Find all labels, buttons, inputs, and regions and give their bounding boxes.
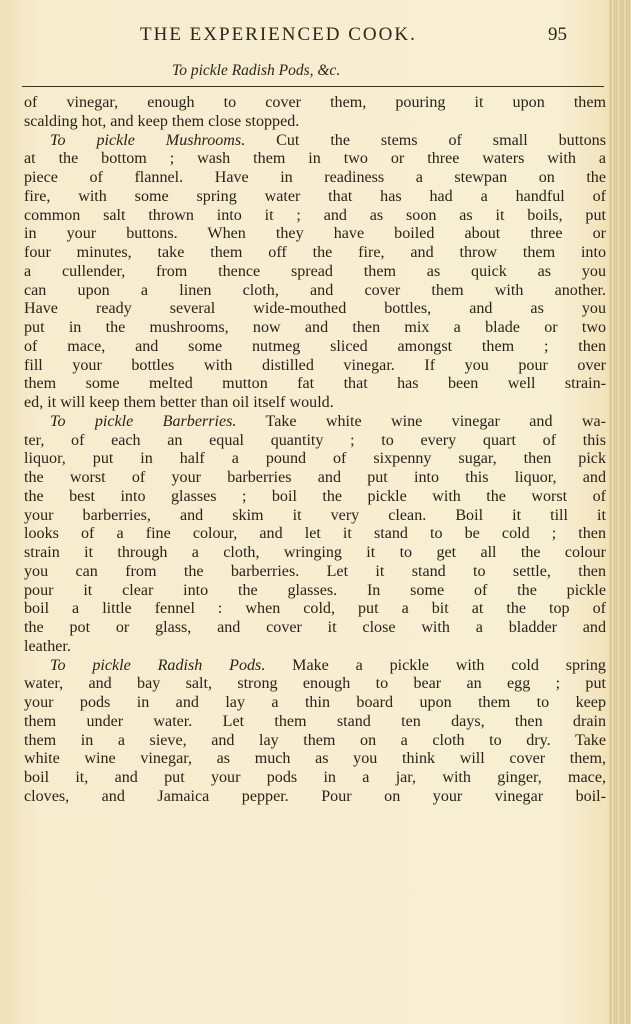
text-line bbox=[24, 582, 606, 601]
line-text: them some melted mutton fat that has been well strain- bbox=[24, 375, 606, 393]
text-line bbox=[24, 188, 606, 207]
text-line bbox=[24, 169, 606, 188]
section-heading: To pickle Radish Pods, &c. bbox=[172, 62, 341, 79]
header-rule bbox=[22, 86, 604, 87]
running-title: THE EXPERIENCED COOK. bbox=[140, 24, 417, 45]
text-line bbox=[24, 375, 606, 394]
text-line bbox=[24, 732, 606, 751]
line-text: you can from the barberries. Let it stand to settle, then bbox=[24, 562, 606, 580]
text-line bbox=[24, 488, 606, 507]
line-text: the pot or glass, and cover it close with a bladder and bbox=[24, 619, 606, 636]
line-text: Have ready several wide-mouthed bottles, and as you bbox=[24, 300, 606, 318]
line-text: white wine vinegar, as much as you think will cover them, bbox=[24, 750, 606, 768]
text-line bbox=[24, 713, 606, 732]
text-line bbox=[24, 544, 606, 563]
line-text: strain it through a cloth, wringing it to get all the colour bbox=[24, 544, 606, 561]
line-text: common salt thrown into it ; and as soon as it boils, put bbox=[24, 206, 606, 224]
text-line bbox=[24, 357, 606, 376]
line-text: boil a little fennel : when cold, put a bit at the top of bbox=[24, 600, 606, 618]
text-line bbox=[24, 788, 606, 807]
line-text: of mace, and some nutmeg sliced amongst them ; then bbox=[24, 337, 606, 355]
recipe-title: To pickle Barberries. bbox=[50, 412, 237, 430]
line-text: four minutes, take them off the fire, and throw them into bbox=[24, 244, 606, 261]
line-text: them under water. Let them stand ten days, then drain bbox=[24, 712, 606, 730]
line-text: fire, with some spring water that has had a handful of bbox=[24, 187, 606, 205]
page-header bbox=[0, 22, 600, 52]
line-text: ter, of each an equal quantity ; to every quart of this bbox=[24, 431, 606, 449]
text-line bbox=[24, 694, 606, 713]
line-text: at the bottom ; wash them in two or three waters with a bbox=[24, 150, 606, 168]
line-text: can upon a linen cloth, and cover them with another. bbox=[24, 281, 606, 299]
line-text: pour it clear into the glasses. In some of the pickle bbox=[24, 581, 606, 599]
recipe-title: To pickle Radish Pods. bbox=[50, 656, 266, 674]
text-line bbox=[24, 769, 606, 788]
line-text: of vinegar, enough to cover them, pouring it upon them bbox=[24, 94, 606, 111]
text-line bbox=[24, 600, 606, 619]
text-line bbox=[24, 338, 606, 357]
text-line bbox=[24, 638, 606, 657]
text-line bbox=[24, 563, 606, 582]
text-line bbox=[24, 94, 606, 113]
line-text: the best into glasses ; boil the pickle with the worst of bbox=[24, 487, 606, 505]
text-line bbox=[24, 394, 606, 413]
body-text bbox=[24, 94, 606, 807]
line-text: fill your bottles with distilled vinegar. If you pour over bbox=[24, 356, 606, 374]
text-line bbox=[24, 132, 606, 151]
text-line bbox=[24, 300, 606, 319]
line-text: leather. bbox=[24, 637, 71, 655]
text-line bbox=[24, 413, 606, 432]
text-line bbox=[24, 450, 606, 469]
text-line bbox=[24, 225, 606, 244]
line-text: looks of a fine colour, and let it stand to be cold ; then bbox=[24, 525, 606, 543]
line-text: Take white wine vinegar and wa- bbox=[236, 412, 606, 430]
text-line bbox=[24, 207, 606, 226]
text-line bbox=[24, 282, 606, 301]
line-text: Cut the stems of small buttons bbox=[245, 131, 606, 149]
line-text: water, and bay salt, strong enough to bear an egg ; put bbox=[24, 675, 606, 693]
text-line bbox=[24, 113, 606, 132]
text-line bbox=[24, 657, 606, 676]
text-line bbox=[24, 244, 606, 263]
line-text: your pods in and lay a thin board upon them to keep bbox=[24, 694, 606, 711]
text-line bbox=[24, 675, 606, 694]
line-text: a cullender, from thence spread them as quick as you bbox=[24, 262, 606, 280]
line-text: the worst of your barberries and put into this liquor, and bbox=[24, 469, 606, 486]
page-number: 95 bbox=[548, 24, 567, 45]
line-text: ed, it will keep them better than oil itself would. bbox=[24, 394, 334, 411]
text-line bbox=[24, 507, 606, 526]
page-edge bbox=[609, 0, 631, 1024]
line-text: your barberries, and skim it very clean. Boil it till it bbox=[24, 506, 606, 524]
line-text: liquor, put in half a pound of sixpenny sugar, then pick bbox=[24, 450, 606, 468]
text-line bbox=[24, 525, 606, 544]
text-line bbox=[24, 263, 606, 282]
text-line bbox=[24, 432, 606, 451]
line-text: them in a sieve, and lay them on a cloth to dry. Take bbox=[24, 731, 606, 749]
text-line bbox=[24, 150, 606, 169]
recipe-title: To pickle Mushrooms. bbox=[50, 131, 246, 149]
line-text: Make a pickle with cold spring bbox=[265, 656, 606, 674]
line-text: boil it, and put your pods in a jar, with ginger, mace, bbox=[24, 769, 606, 786]
text-line bbox=[24, 319, 606, 338]
text-line bbox=[24, 619, 606, 638]
text-line bbox=[24, 750, 606, 769]
line-text: put in the mushrooms, now and then mix a blade or two bbox=[24, 319, 606, 336]
line-text: piece of flannel. Have in readiness a stewpan on the bbox=[24, 169, 606, 186]
text-line bbox=[24, 469, 606, 488]
line-text: in your buttons. When they have boiled about three or bbox=[24, 225, 606, 243]
line-text: cloves, and Jamaica pepper. Pour on your vinegar boil- bbox=[24, 787, 606, 805]
line-text: scalding hot, and keep them close stopped. bbox=[24, 112, 300, 130]
